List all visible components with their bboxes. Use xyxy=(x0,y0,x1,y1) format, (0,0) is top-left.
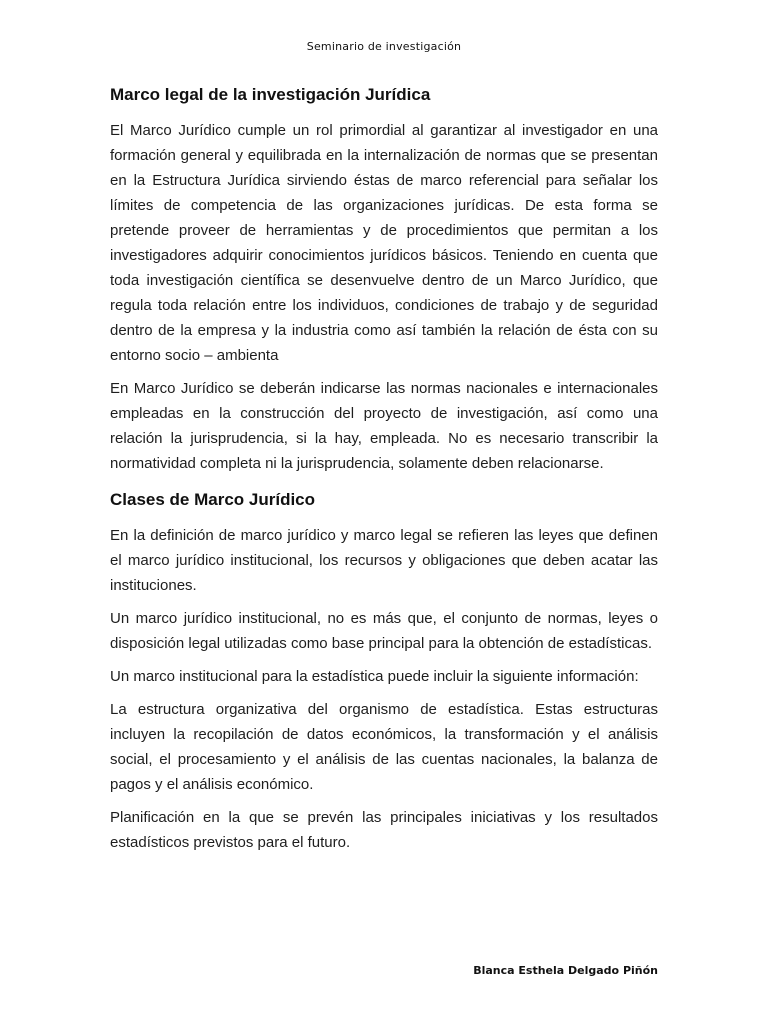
running-header: Seminario de investigación xyxy=(306,40,462,53)
paragraph: La estructura organizativa del organismo de estadística. Estas estructuras incluyen la recopilación de datos económicos, la transformación y el análisis social, el procesamiento y el análisis de las cuentas nacionales, la balanza de pagos y el análisis económico. xyxy=(110,701,658,793)
paragraph: En la definición de marco jurídico y marco legal se refieren las leyes que definen el marco jurídico institucional, los recursos y obligaciones que deben acatar las instituciones. xyxy=(110,527,658,594)
paragraph: Un marco institucional para la estadística puede incluir la siguiente información: xyxy=(110,668,639,685)
section-heading-marco-legal: Marco legal de la investigación Jurídica xyxy=(110,85,431,104)
paragraph: El Marco Jurídico cumple un rol primordial al garantizar al investigador en una formación general y equilibrada en la internalización de normas que se presentan en la Estructura Jurídica sirviendo éstas de marco referencial para señalar los límites de competencia de las organizaciones jurídicas. De esta forma se pretende proveer de herramientas y de procedimientos que permitan a los investigadores adquirir conocimientos jurídicos básicos. Teniendo en cuenta que toda investigación científica se desenvuelve dentro de un Marco Jurídico, que regula toda relación entre los individuos, condiciones de trabajo y de seguridad dentro de la empresa y la industria como así también la relación de ésta con su entorno socio – ambienta xyxy=(110,122,658,364)
paragraph: Un marco jurídico institucional, no es más que, el conjunto de normas, leyes o disposición legal utilizadas como base principal para la obtención de estadísticas. xyxy=(110,610,658,652)
section-heading-clases: Clases de Marco Jurídico xyxy=(110,490,316,509)
paragraph: En Marco Jurídico se deberán indicarse las normas nacionales e internacionales empleadas en la construcción del proyecto de investigación, así como una relación la jurisprudencia, si la hay, empleada. No es necesario transcribir la normatividad completa ni la jurisprudencia, solamente deben relacionarse. xyxy=(110,380,658,472)
paragraph: Planificación en la que se prevén las principales iniciativas y los resultados estadísticos previstos para el futuro. xyxy=(110,809,658,851)
document-body xyxy=(110,82,658,863)
running-footer-author: Blanca Esthela Delgado Piñón xyxy=(473,964,658,977)
